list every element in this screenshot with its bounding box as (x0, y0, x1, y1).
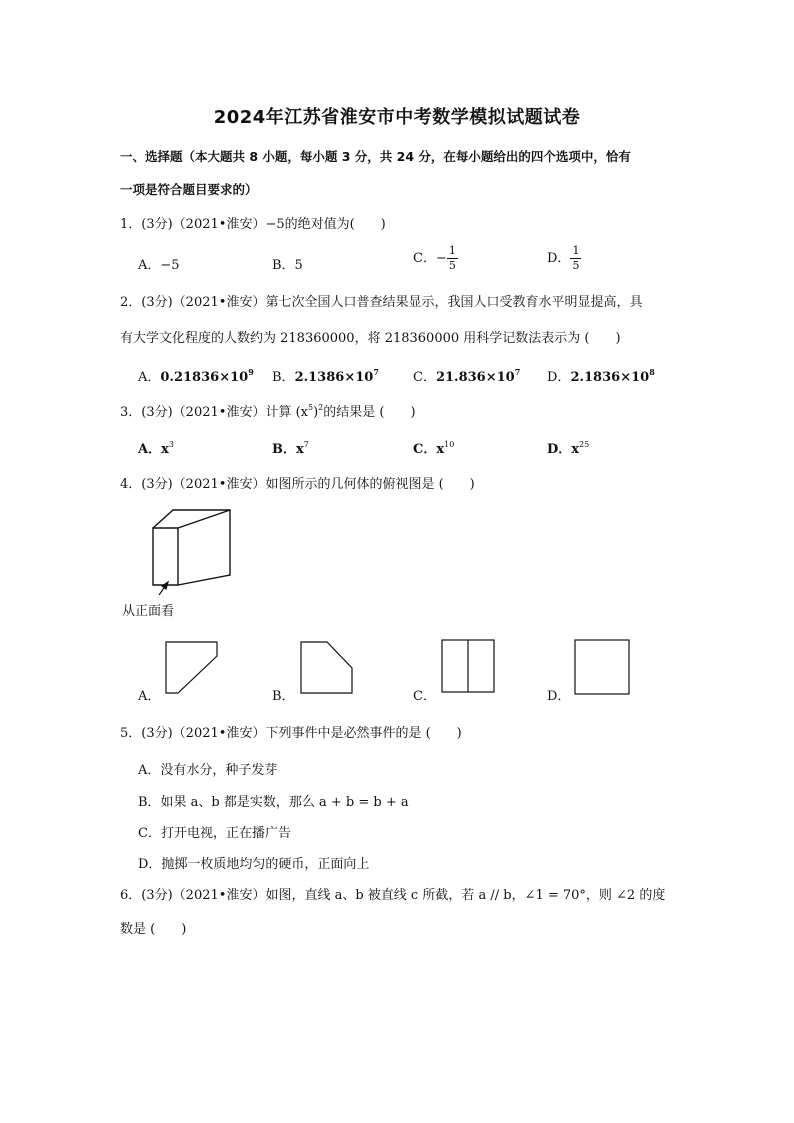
q3-option-b (272, 438, 309, 457)
q2-stem-line1: 2．(3分)（2021•淮安）第七次全国人口普查结果显示，我国人口受教育水平明显提高，具 (120, 295, 643, 310)
q5-option-a: A．没有水分，种子发芽 (138, 763, 278, 778)
q3-d-text: D．x (547, 442, 580, 457)
q2-option-d (547, 366, 655, 385)
section-heading-line2: 一项是符合题目要求的） (120, 182, 258, 197)
q4-option-d-shape (571, 636, 633, 698)
q2-b-exponent: 7 (373, 367, 379, 377)
q4-option-a-label: A． (138, 689, 161, 704)
q4-option-d-label: D． (547, 689, 571, 704)
q1-option-d-fraction (570, 244, 581, 273)
q1-option-d-prefix: D． (547, 251, 571, 266)
q4-option-c-shape (438, 636, 498, 696)
q4-option-b-label: B． (272, 689, 295, 704)
q2-a-exponent: 9 (248, 367, 254, 377)
q2-option-c (413, 366, 520, 385)
q1-d-denominator: 5 (572, 259, 580, 272)
q4-option-c-label: C． (413, 689, 436, 704)
q3-a-text: A．x (138, 442, 169, 457)
q4-solid-lines (153, 510, 230, 585)
q2-d-value: 2.1836×10 (570, 370, 650, 385)
q1-c-numerator: 1 (448, 244, 456, 257)
q1-option-c (413, 244, 458, 273)
q2-d-exponent: 8 (649, 367, 655, 377)
q3-stem-exp1: 5 (307, 403, 314, 412)
q2-c-value: 21.836×10 (435, 370, 515, 385)
q1-option-b: B．5 (272, 258, 303, 273)
q1-option-d (547, 244, 581, 273)
section-heading-line1: 一、选择题（本大题共 8 小题，每小题 3 分，共 24 分，在每小题给出的四个选项中，恰有 (120, 149, 631, 164)
q1-d-numerator: 1 (572, 244, 580, 257)
q2-c-exponent: 7 (514, 367, 521, 377)
q3-d-exponent: 25 (579, 440, 590, 449)
q2-d-label: D． (547, 370, 571, 385)
q2-c-label: C． (413, 370, 436, 385)
q3-c-text: C．x (413, 442, 445, 457)
q3-stem-mid: ) (313, 405, 319, 420)
q2-a-value: 0.21836×10 (160, 370, 249, 385)
q3-stem-exp2: 2 (318, 403, 324, 412)
q5-option-c: C．打开电视，正在播广告 (138, 826, 291, 841)
q3-stem-pre: 3．(3分)（2021•淮安）计算 (x (120, 405, 308, 420)
q3-stem (120, 401, 416, 420)
q5-option-b: B．如果 a、b 都是实数，那么 a + b = b + a (138, 795, 409, 810)
q1-option-a: A．−5 (138, 258, 180, 273)
q4-stem: 4．(3分)（2021•淮安）如图所示的几何体的俯视图是 ( ) (120, 477, 475, 492)
q3-c-exponent: 10 (444, 440, 455, 449)
q2-a-label: A． (138, 370, 161, 385)
q3-option-d (547, 438, 589, 457)
q1-option-c-prefix: C．− (413, 251, 447, 266)
q4-view-arrow (155, 582, 168, 595)
q3-option-c (413, 438, 454, 457)
q6-stem-line1: 6．(3分)（2021•淮安）如图，直线 a、b 被直线 c 所截，若 a // b，∠1 = 70°，则 ∠2 的度 (120, 888, 666, 903)
q3-b-text: B．x (272, 442, 304, 457)
q1-stem: 1．(3分)（2021•淮安）−5的绝对值为( ) (120, 217, 386, 232)
q3-b-exponent: 7 (303, 440, 309, 449)
q6-stem-line2: 数是 ( ) (120, 922, 187, 937)
q1-option-c-fraction (447, 244, 458, 273)
q2-b-value: 2.1386×10 (294, 370, 374, 385)
q3-a-exponent: 3 (168, 440, 174, 449)
page-title: 2024年江苏省淮安市中考数学模拟试题试卷 (213, 107, 581, 128)
q4-option-b-shape (297, 638, 357, 698)
q2-option-a (138, 366, 254, 385)
q4-option-a-shape (162, 638, 222, 698)
q1-c-denominator: 5 (448, 259, 456, 272)
q3-option-a (138, 438, 174, 457)
q2-option-b (272, 366, 379, 385)
q3-stem-post: 的结果是 ( ) (323, 405, 416, 420)
q2-b-label: B． (272, 370, 295, 385)
q5-stem: 5．(3分)（2021•淮安）下列事件中是必然事件的是 ( ) (120, 726, 462, 741)
q4-figure-caption: 从正面看 (122, 604, 175, 619)
q2-stem-line2: 有大学文化程度的人数约为 218360000，将 218360000 用科学记数法表示为 ( ) (120, 331, 621, 346)
q4-solid-figure (130, 505, 250, 595)
q5-option-d: D．抛掷一枚质地均匀的硬币，正面向上 (138, 857, 370, 872)
